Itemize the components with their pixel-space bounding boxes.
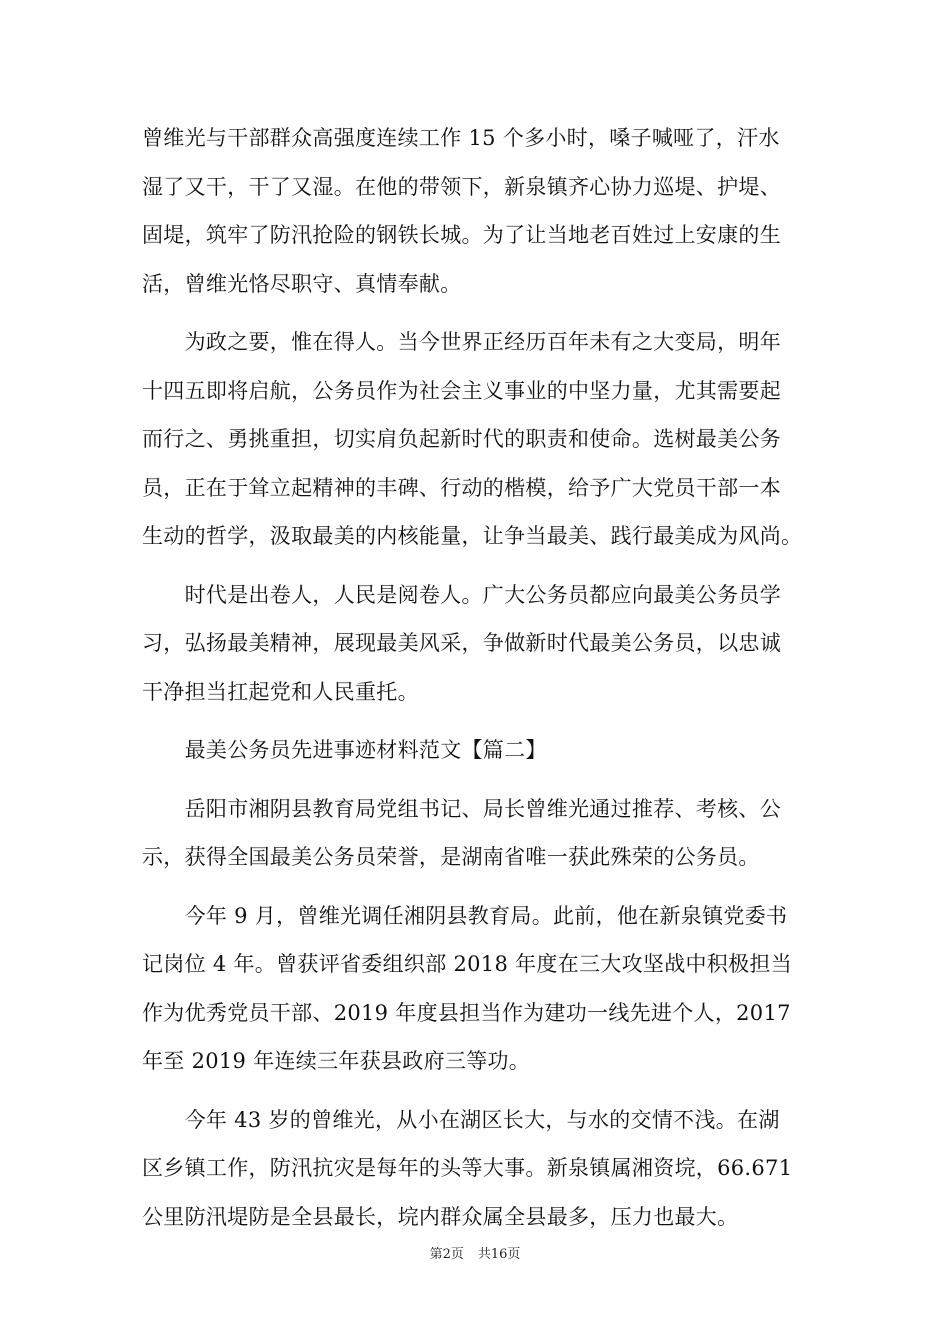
- text-line: 固堤，筑牢了防汛抢险的钢铁长城。为了让当地老百姓过上安康的生: [142, 223, 781, 247]
- paragraph: [142, 726, 816, 775]
- text-line: 为政之要，惟在得人。当今世界正经历百年未有之大变局，明年: [142, 330, 781, 354]
- page-footer: [0, 1243, 950, 1262]
- text-line: 最美公务员先进事迹材料范文【篇二】: [142, 738, 547, 762]
- text-line: 岳阳市湘阴县教育局党组书记、局长曾维光通过推荐、考核、公: [142, 796, 781, 821]
- paragraph: [142, 571, 816, 717]
- paragraph: [142, 114, 816, 308]
- text-line: 曾维光与干部群众高强度连续工作 15 个多小时，嗓子喊哑了，汗水: [142, 126, 780, 150]
- text-line: 时代是出卷人，人民是阅卷人。广大公务员都应向最美公务员学: [142, 582, 781, 607]
- text-line: 干净担当扛起党和人民重托。: [142, 679, 419, 704]
- text-line: 作为优秀党员干部、2019 年度县担当作为建功一线先进个人，2017: [142, 1000, 791, 1025]
- text-line: 而行之、勇挑重担，切实肩负起新时代的职责和使命。选树最美公务: [142, 427, 781, 451]
- text-line: 示，获得全国最美公务员荣誉，是湖南省唯一获此殊荣的公务员。: [142, 845, 760, 869]
- paragraph: [142, 785, 816, 882]
- text-line: 区乡镇工作，防汛抗灾是每年的头等大事。新泉镇属湘资垸，66.671: [142, 1156, 793, 1180]
- text-line: 今年 9 月，曾维光调任湘阴县教育局。此前，他在新泉镇党委书: [142, 903, 788, 928]
- text-line: 活，曾维光恪尽职守、真情奉献。: [142, 271, 462, 296]
- text-line: 湿了又干，干了又湿。在他的带领下，新泉镇齐心协力巡堤、护堤、: [142, 174, 781, 199]
- text-line: 今年 43 岁的曾维光，从小在湖区长大，与水的交情不浅。在湖: [142, 1107, 780, 1132]
- text-line: 员，正在于耸立起精神的丰碑、行动的楷模，给予广大党员干部一本: [142, 475, 781, 500]
- text-line: 记岗位 4 年。曾获评省委组织部 2018 年度在三大攻坚战中积极担当: [142, 952, 793, 976]
- text-line: 公里防汛堤防是全县最长，垸内群众属全县最多，压力也最大。: [142, 1204, 739, 1229]
- page-number: 第2页: [429, 1247, 464, 1262]
- page-total: 共16页: [477, 1247, 521, 1262]
- text-line: 年至 2019 年连续三年获县政府三等功。: [142, 1049, 531, 1073]
- text-line: 习，弘扬最美精神，展现最美风采，争做新时代最美公务员，以忠诚: [142, 631, 781, 655]
- paragraph: [142, 892, 816, 1086]
- document-body: [142, 114, 816, 1251]
- paragraph: [142, 1096, 816, 1242]
- text-line: 生动的哲学，汲取最美的内核能量，让争当最美、践行最美成为风尚。: [142, 524, 803, 548]
- paragraph: [142, 318, 816, 561]
- text-line: 十四五即将启航，公务员作为社会主义事业的中坚力量，尤其需要起: [142, 378, 781, 403]
